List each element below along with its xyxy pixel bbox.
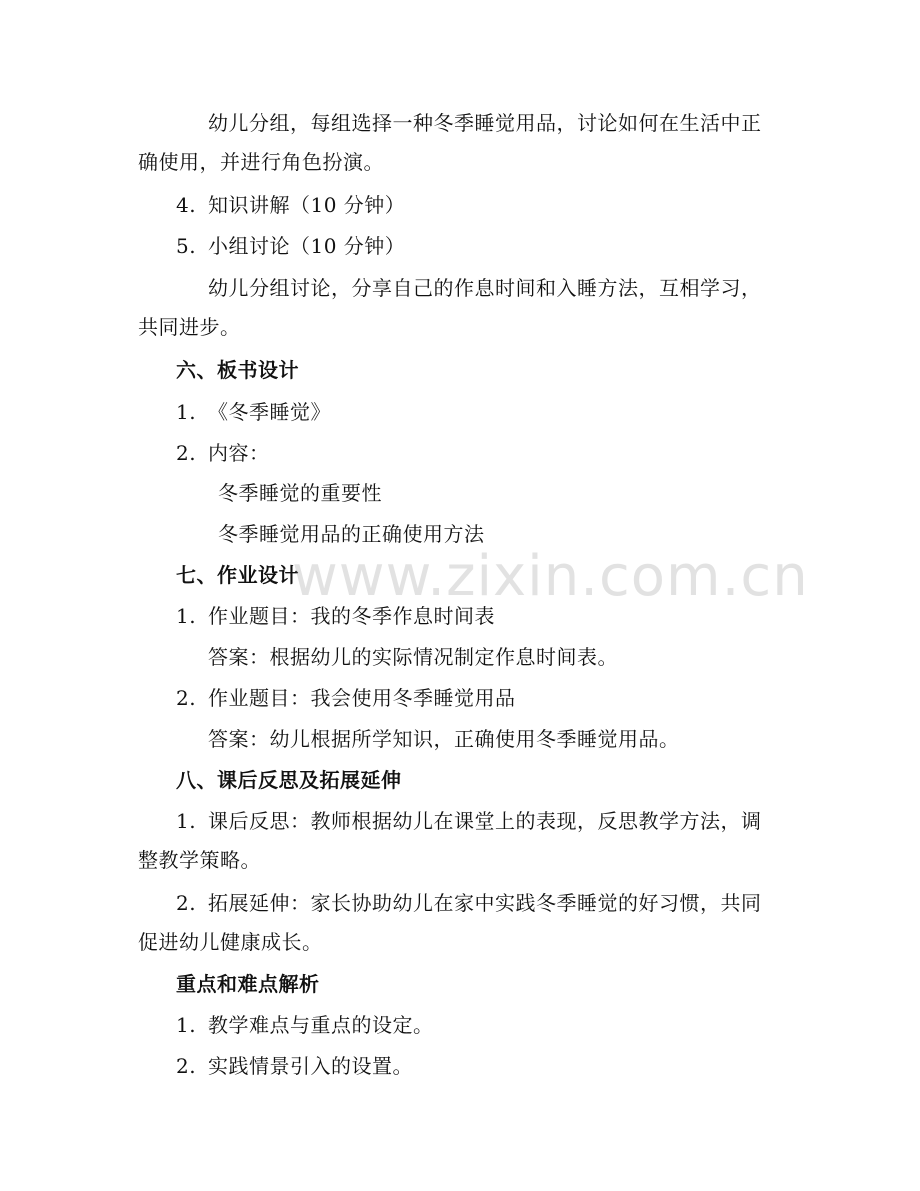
paragraph-text: 幼儿分组，每组选择一种冬季睡觉用品，讨论如何在生活中正 bbox=[208, 111, 762, 135]
list-number: 4. bbox=[176, 193, 197, 217]
answer-text: 答案：幼儿根据所学知识，正确使用冬季睡觉用品。 bbox=[208, 727, 680, 751]
heading-text: 八、课后反思及拓展延伸 bbox=[176, 768, 402, 792]
list-number: 1. bbox=[176, 1013, 197, 1037]
paragraph-text: 确使用，并进行角色扮演。 bbox=[138, 150, 384, 174]
list-text: 《冬季睡觉》 bbox=[208, 400, 331, 424]
paragraph-line bbox=[0, 307, 920, 347]
paragraph-text: 促进幼儿健康成长。 bbox=[138, 930, 323, 954]
list-number: 2. bbox=[176, 1054, 197, 1078]
list-text: 课后反思：教师根据幼儿在课堂上的表现，反思教学方法，调 bbox=[208, 809, 762, 833]
answer-line bbox=[0, 719, 920, 759]
heading-text: 重点和难点解析 bbox=[176, 972, 320, 996]
list-text: 实践情景引入的设置。 bbox=[208, 1054, 413, 1078]
list-item bbox=[0, 185, 920, 225]
list-item bbox=[0, 1005, 920, 1045]
list-number: 2. bbox=[176, 891, 197, 915]
list-number: 2. bbox=[176, 441, 197, 465]
watermark: www.zixin.com.cn bbox=[292, 544, 809, 609]
paragraph-line bbox=[0, 922, 920, 962]
sub-item bbox=[0, 473, 920, 513]
list-number: 5. bbox=[176, 234, 197, 258]
list-text: 拓展延伸：家长协助幼儿在家中实践冬季睡觉的好习惯，共同 bbox=[208, 891, 762, 915]
list-number: 1. bbox=[176, 400, 197, 424]
list-text: 教学难点与重点的设定。 bbox=[208, 1013, 434, 1037]
paragraph-text: 共同进步。 bbox=[138, 315, 241, 339]
paragraph-line bbox=[0, 268, 920, 308]
section-heading bbox=[0, 760, 920, 800]
list-item bbox=[0, 883, 920, 923]
list-text: 内容： bbox=[208, 441, 270, 465]
section-heading bbox=[0, 350, 920, 390]
list-item bbox=[0, 433, 920, 473]
list-item bbox=[0, 392, 920, 432]
list-item bbox=[0, 226, 920, 266]
sub-item-text: 冬季睡觉的重要性 bbox=[218, 481, 382, 505]
section-heading bbox=[0, 964, 920, 1004]
list-item bbox=[0, 1046, 920, 1086]
paragraph-line bbox=[0, 103, 920, 143]
sub-item-text: 冬季睡觉用品的正确使用方法 bbox=[218, 522, 485, 546]
list-text: 作业题目：我的冬季作息时间表 bbox=[208, 604, 495, 628]
list-item bbox=[0, 801, 920, 841]
answer-text: 答案：根据幼儿的实际情况制定作息时间表。 bbox=[208, 645, 618, 669]
answer-line bbox=[0, 637, 920, 677]
paragraph-line bbox=[0, 142, 920, 182]
list-text: 小组讨论（10 分钟） bbox=[208, 234, 406, 258]
heading-text: 七、作业设计 bbox=[176, 563, 299, 587]
list-number: 1. bbox=[176, 809, 197, 833]
list-text: 作业题目：我会使用冬季睡觉用品 bbox=[208, 686, 516, 710]
paragraph-line bbox=[0, 840, 920, 880]
list-number: 2. bbox=[176, 686, 197, 710]
heading-text: 六、板书设计 bbox=[176, 358, 299, 382]
paragraph-text: 幼儿分组讨论，分享自己的作息时间和入睡方法，互相学习， bbox=[208, 276, 762, 300]
paragraph-text: 整教学策略。 bbox=[138, 848, 261, 872]
list-text: 知识讲解（10 分钟） bbox=[208, 193, 406, 217]
list-number: 1. bbox=[176, 604, 197, 628]
list-item bbox=[0, 678, 920, 718]
